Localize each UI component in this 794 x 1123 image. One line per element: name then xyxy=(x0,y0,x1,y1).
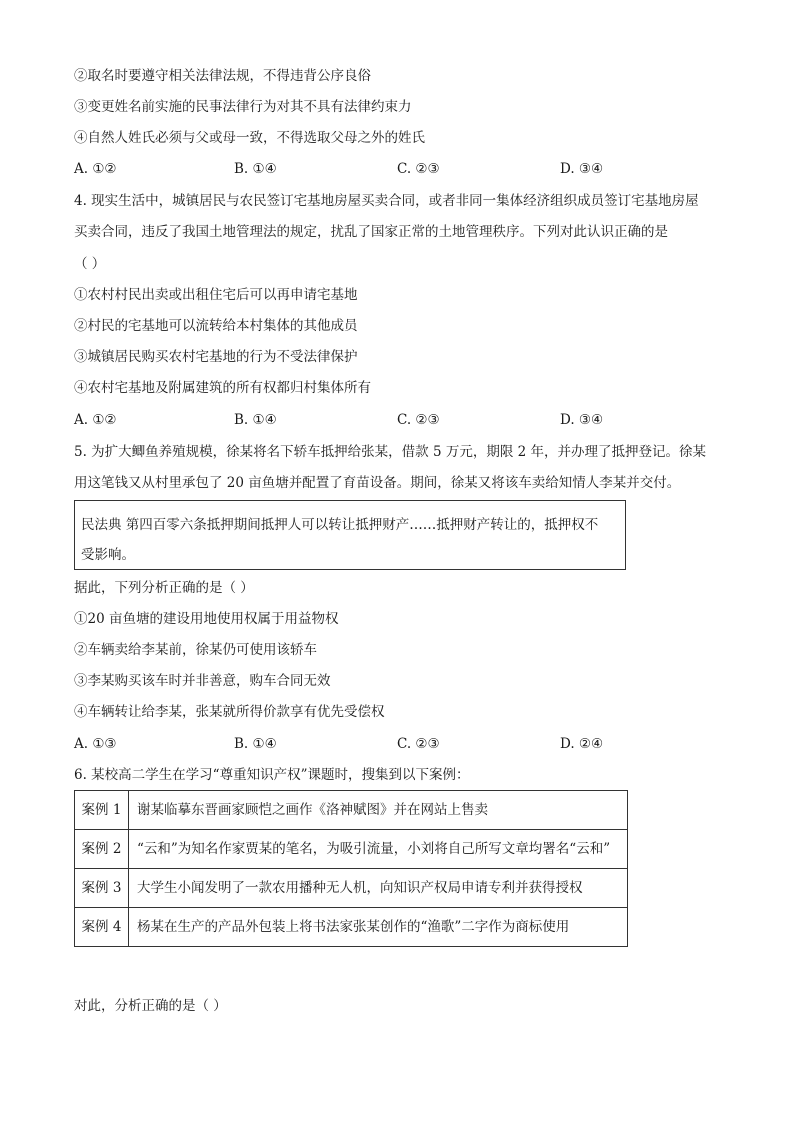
case-text: “云和”为知名作家贾某的笔名，为吸引流量，小刘将自己所写文章均署名“云和” xyxy=(129,830,628,869)
q5-option-d[interactable]: D. ②④ xyxy=(560,736,604,752)
q5-options xyxy=(74,734,634,754)
case-key: 案例 1 xyxy=(75,791,129,830)
q5-item-4: ④车辆转让给李某，张某就所得价款享有优先受偿权 xyxy=(74,704,385,720)
table-row xyxy=(75,830,628,869)
q3-option-c[interactable]: C. ②③ xyxy=(397,161,440,177)
q3-options xyxy=(74,159,634,179)
table-row xyxy=(75,908,628,947)
q4-stem-line-2: 买卖合同，违反了我国土地管理法的规定，扰乱了国家正常的土地管理秩序。下列对此认识正确的是 xyxy=(74,224,668,240)
q4-option-d[interactable]: D. ③④ xyxy=(560,412,604,428)
q4-option-b[interactable]: B. ①④ xyxy=(234,412,277,428)
q6-case-table xyxy=(74,790,628,947)
q4-item-4: ④农村宅基地及附属建筑的所有权都归村集体所有 xyxy=(74,380,371,396)
q5-option-b[interactable]: B. ①④ xyxy=(234,736,277,752)
case-key: 案例 2 xyxy=(75,830,129,869)
q5-item-3: ③李某购买该车时并非善意，购车合同无效 xyxy=(74,673,331,689)
q4-option-a[interactable]: A. ①② xyxy=(74,412,117,428)
q5-stem-line-2: 用这笔钱又从村里承包了 20 亩鱼塘并配置了育苗设备。期间，徐某又将该车卖给知情人李某并交付。 xyxy=(74,475,681,491)
q3-item-2: ②取名时要遵守相关法律法规，不得违背公序良俗 xyxy=(74,68,371,84)
q5-quote-line-1: 民法典 第四百零六条抵押期间抵押人可以转让抵押财产……抵押财产转让的，抵押权不 xyxy=(81,517,599,533)
table-row xyxy=(75,791,628,830)
q4-item-1: ①农村村民出卖或出租住宅后可以再申请宅基地 xyxy=(74,287,358,303)
case-text: 大学生小闻发明了一款农用播种无人机，向知识产权局申请专利并获得授权 xyxy=(129,869,628,908)
q3-option-d[interactable]: D. ③④ xyxy=(560,161,604,177)
case-key: 案例 3 xyxy=(75,869,129,908)
q4-stem-line-1: 4. 现实生活中，城镇居民与农民签订宅基地房屋买卖合同，或者非同一集体经济组织成员签订宅基地房屋 xyxy=(74,193,699,209)
q3-item-4: ④自然人姓氏必须与父或母一致，不得选取父母之外的姓氏 xyxy=(74,130,425,146)
q5-option-a[interactable]: A. ①③ xyxy=(74,736,117,752)
q3-item-3: ③变更姓名前实施的民事法律行为对其不具有法律约束力 xyxy=(74,99,412,115)
q3-option-b[interactable]: B. ①④ xyxy=(234,161,277,177)
table-row xyxy=(75,869,628,908)
q4-option-c[interactable]: C. ②③ xyxy=(397,412,440,428)
q4-options xyxy=(74,410,634,430)
q6-stem: 6. 某校高二学生在学习“尊重知识产权”课题时，搜集到以下案例： xyxy=(74,767,470,783)
case-key: 案例 4 xyxy=(75,908,129,947)
q5-quote-line-2: 受影响。 xyxy=(81,547,135,563)
q6-prompt: 对此，分析正确的是（ ） xyxy=(74,998,227,1014)
case-text: 谢某临摹东晋画家顾恺之画作《洛神赋图》并在网站上售卖 xyxy=(129,791,628,830)
q5-prompt: 据此，下列分析正确的是（ ） xyxy=(74,580,254,596)
q3-option-a[interactable]: A. ①② xyxy=(74,161,117,177)
q5-option-c[interactable]: C. ②③ xyxy=(397,736,440,752)
q5-stem-line-1: 5. 为扩大鲫鱼养殖规模，徐某将名下轿车抵押给张某，借款 5 万元，期限 2 年，并办理了抵押登记。徐某 xyxy=(74,444,707,460)
q5-item-1: ①20 亩鱼塘的建设用地使用权属于用益物权 xyxy=(74,611,339,627)
q4-item-3: ③城镇居民购买农村宅基地的行为不受法律保护 xyxy=(74,349,358,365)
case-text: 杨某在生产的产品外包装上将书法家张某创作的“渔歌”二字作为商标使用 xyxy=(129,908,628,947)
q4-stem-line-3: （ ） xyxy=(74,256,106,272)
q5-law-quote-box xyxy=(74,500,626,570)
q4-item-2: ②村民的宅基地可以流转给本村集体的其他成员 xyxy=(74,318,358,334)
q5-item-2: ②车辆卖给李某前，徐某仍可使用该轿车 xyxy=(74,642,317,658)
